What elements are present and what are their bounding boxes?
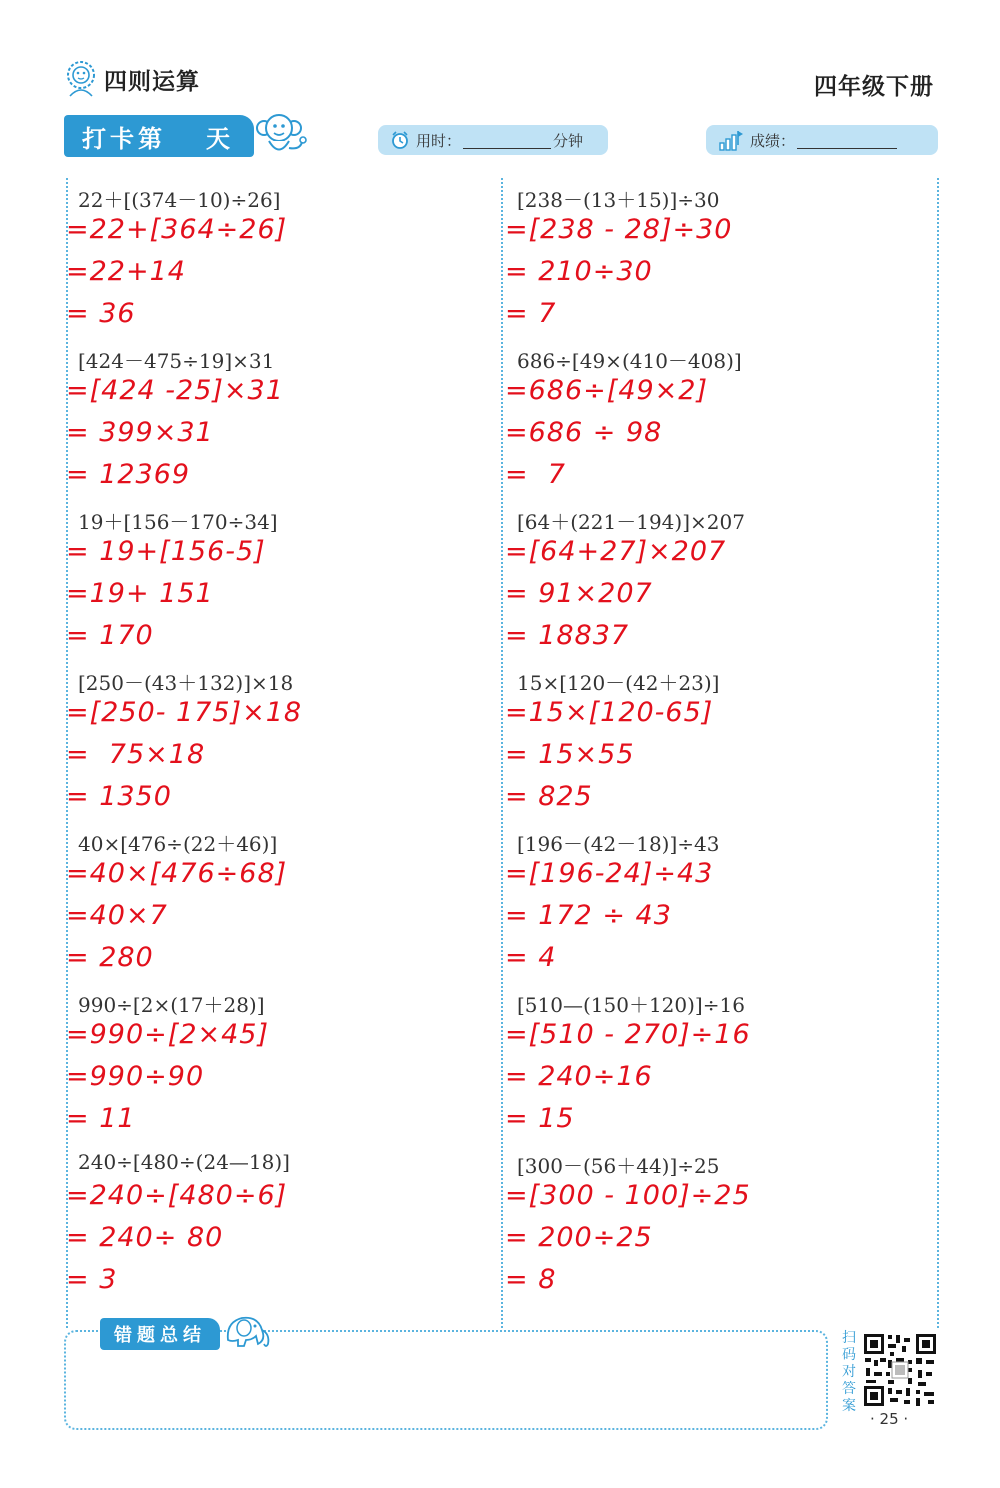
problem-right-3: [505, 502, 925, 663]
handwritten-step: =990÷[2×45]: [66, 1019, 270, 1050]
problem-expression: [300－(56＋44)]÷25: [517, 1154, 720, 1178]
handwritten-answer: = 8: [505, 1264, 557, 1295]
handwritten-step: = 399×31: [66, 417, 214, 448]
handwritten-step: =22+14: [66, 256, 186, 287]
qr-caption: 扫码对答案: [842, 1330, 856, 1414]
qr-code-icon[interactable]: [862, 1332, 938, 1408]
checkin-label-a: 打卡第: [82, 124, 166, 153]
problem-expression: 686÷[49×(410－408)]: [517, 349, 742, 373]
problem-left-5: [66, 824, 486, 985]
handwritten-step: = 240÷ 80: [66, 1222, 224, 1253]
column-divider: [501, 178, 503, 1328]
frame-right-border: [937, 178, 939, 1328]
monkey-icon: [254, 110, 310, 162]
handwritten-step: =[64+27]×207: [505, 536, 727, 567]
handwritten-step: =686÷[49×2]: [505, 375, 709, 406]
handwritten-step: =15×[120-65]: [505, 697, 714, 728]
problem-expression: [250－(43＋132)]×18: [78, 671, 294, 695]
chart-icon: [718, 129, 744, 151]
problem-expression: 40×[476÷(22＋46)]: [78, 832, 278, 856]
handwritten-step: =[424 -25]×31: [66, 375, 284, 406]
handwritten-step: =[300 - 100]÷25: [505, 1180, 751, 1211]
handwritten-step: =19+ 151: [66, 578, 214, 609]
handwritten-answer: = 7: [505, 298, 557, 329]
score-input-line[interactable]: [797, 132, 897, 149]
problem-expression: [424－475÷19]×31: [78, 349, 275, 373]
book-title: 四则运算: [104, 68, 200, 95]
handwritten-answer: = 12369: [66, 459, 191, 490]
clock-icon: [390, 130, 410, 150]
problem-expression: 19＋[156－170÷34]: [78, 510, 278, 534]
problem-expression: 15×[120－(42＋23)]: [517, 671, 720, 695]
handwritten-step: =40×7: [66, 900, 168, 931]
problem-left-6: [66, 985, 486, 1146]
score-field: [706, 125, 938, 155]
handwritten-step: =[510 - 270]÷16: [505, 1019, 751, 1050]
time-input-line[interactable]: [463, 132, 551, 149]
handwritten-answer: = 15: [505, 1103, 575, 1134]
handwritten-answer: = 825: [505, 781, 593, 812]
problem-expression: 240÷[480÷(24—18)]: [78, 1150, 290, 1174]
score-label: 成绩：: [750, 131, 796, 150]
handwritten-step: =22+[364÷26]: [66, 214, 288, 245]
problem-right-2: [505, 341, 925, 502]
problem-expression: [238－(13＋15)]÷30: [517, 188, 720, 212]
handwritten-answer: = 3: [66, 1264, 118, 1295]
header-left: [64, 60, 200, 98]
problem-left-4: [66, 663, 486, 824]
lion-icon: [64, 60, 98, 98]
problem-expression: [510—(150＋120)]÷16: [517, 993, 745, 1017]
problem-left-7: [66, 1146, 486, 1307]
handwritten-answer: = 1350: [66, 781, 172, 812]
time-field: [378, 125, 608, 155]
handwritten-step: =990÷90: [66, 1061, 205, 1092]
checkin-label-b: 天: [206, 124, 234, 153]
handwritten-answer: = 7: [505, 459, 566, 490]
handwritten-step: = 19+[156-5]: [66, 536, 266, 567]
handwritten-step: =240÷[480÷6]: [66, 1180, 288, 1211]
time-unit: 分钟: [553, 131, 584, 150]
handwritten-answer: = 280: [66, 942, 154, 973]
problem-left-1: [66, 180, 486, 341]
handwritten-answer: = 36: [66, 298, 136, 329]
handwritten-step: = 15×55: [505, 739, 635, 770]
problem-expression: [64＋(221－194)]×207: [517, 510, 745, 534]
handwritten-step: = 75×18: [66, 739, 206, 770]
handwritten-step: =[196-24]÷43: [505, 858, 714, 889]
grade-label: 四年级下册: [814, 74, 934, 100]
handwritten-step: =40×[476÷68]: [66, 858, 288, 889]
handwritten-step: = 91×207: [505, 578, 653, 609]
problem-expression: [196－(42－18)]÷43: [517, 832, 720, 856]
problem-right-7: [505, 1146, 925, 1307]
handwritten-answer: = 4: [505, 942, 557, 973]
problem-expression: 22＋[(374－10)÷26]: [78, 188, 281, 212]
handwritten-step: =[250- 175]×18: [66, 697, 303, 728]
problem-right-1: [505, 180, 925, 341]
handwritten-step: = 240÷16: [505, 1061, 653, 1092]
page-number: · 25 ·: [870, 1410, 909, 1428]
handwritten-step: = 172 ÷ 43: [505, 900, 672, 931]
problem-right-4: [505, 663, 925, 824]
mistake-summary-label: 错题总结: [100, 1318, 220, 1350]
problem-right-6: [505, 985, 925, 1146]
handwritten-answer: = 18837: [505, 620, 630, 651]
problem-left-3: [66, 502, 486, 663]
problem-expression: 990÷[2×(17＋28)]: [78, 993, 265, 1017]
handwritten-answer: = 170: [66, 620, 154, 651]
elephant-icon: [222, 1310, 274, 1350]
problem-right-5: [505, 824, 925, 985]
checkin-banner: [64, 115, 254, 157]
handwritten-step: = 210÷30: [505, 256, 653, 287]
handwritten-step: =686 ÷ 98: [505, 417, 663, 448]
time-label: 用时：: [416, 131, 462, 150]
problem-left-2: [66, 341, 486, 502]
handwritten-step: =[238 - 28]÷30: [505, 214, 733, 245]
handwritten-answer: = 11: [66, 1103, 136, 1134]
handwritten-step: = 200÷25: [505, 1222, 653, 1253]
